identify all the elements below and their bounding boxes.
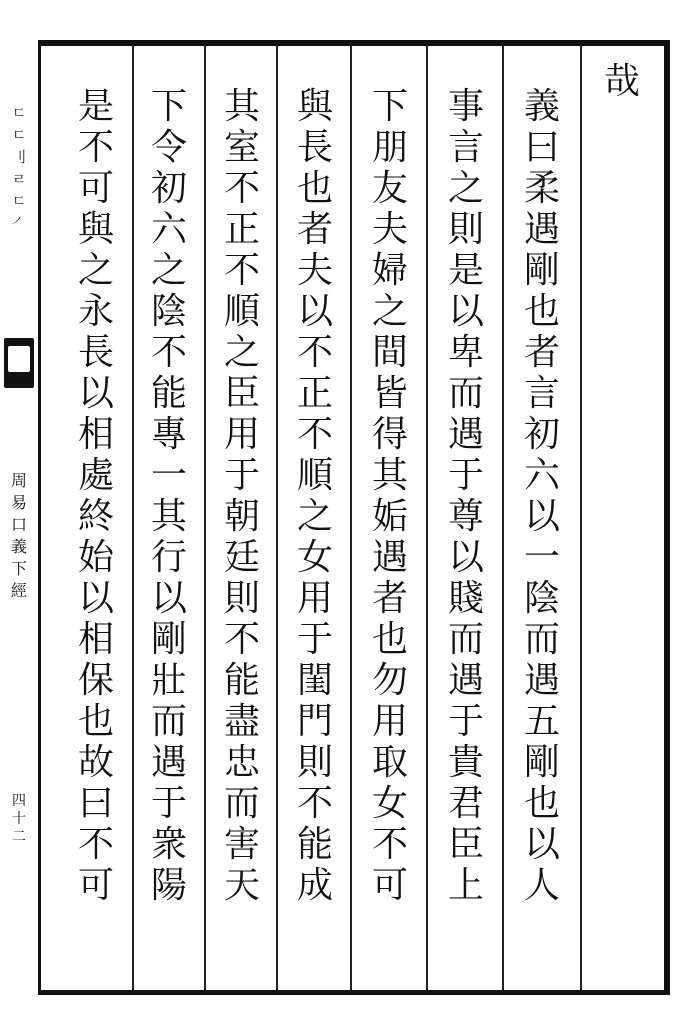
column-character: 夫 xyxy=(296,250,333,291)
column-character: 義 xyxy=(523,86,560,127)
column-character: 以 xyxy=(150,578,187,619)
column-character: 不 xyxy=(296,783,333,824)
column-character: 則 xyxy=(223,578,260,619)
column-character: 遇 xyxy=(523,660,560,701)
text-column xyxy=(360,86,420,906)
column-character: 可 xyxy=(371,865,408,906)
column-character: 不 xyxy=(296,414,333,455)
column-character: 剛 xyxy=(523,742,560,783)
column-character: 朝 xyxy=(223,496,260,537)
margin-character: 口 xyxy=(10,515,27,534)
column-character: 也 xyxy=(523,783,560,824)
column-character: 女 xyxy=(371,783,408,824)
column-character: 相 xyxy=(77,414,114,455)
column-character: 陽 xyxy=(150,865,187,906)
column-character: 專 xyxy=(150,414,187,455)
column-rule xyxy=(502,46,504,990)
column-character: 遇 xyxy=(371,537,408,578)
column-character: 則 xyxy=(296,742,333,783)
margin-character: 義 xyxy=(10,537,27,556)
column-character: 勿 xyxy=(371,660,408,701)
column-character: 正 xyxy=(296,373,333,414)
column-character: 之 xyxy=(223,332,260,373)
margin-character: 易 xyxy=(10,493,27,512)
column-character: 能 xyxy=(223,660,260,701)
column-character: 相 xyxy=(77,619,114,660)
column-character: 長 xyxy=(296,127,333,168)
text-column xyxy=(512,86,572,906)
column-character: 以 xyxy=(523,824,560,865)
column-character: 臣 xyxy=(223,373,260,414)
column-character: 行 xyxy=(150,537,187,578)
margin-character: ㄷ xyxy=(11,126,27,144)
folio-number xyxy=(6,792,32,846)
column-character: 婦 xyxy=(371,250,408,291)
column-character: 于 xyxy=(223,455,260,496)
column-character: 忠 xyxy=(223,742,260,783)
column-character: 賤 xyxy=(447,578,484,619)
column-character: 初 xyxy=(523,414,560,455)
column-character: 則 xyxy=(447,209,484,250)
frame-right-border xyxy=(664,40,670,995)
column-character: 不 xyxy=(371,824,408,865)
column-character: 與 xyxy=(77,209,114,250)
column-character: 朋 xyxy=(371,127,408,168)
column-character: 以 xyxy=(447,537,484,578)
column-character: 不 xyxy=(150,332,187,373)
column-character: 不 xyxy=(77,824,114,865)
column-character: 柔 xyxy=(523,168,560,209)
column-character: 盡 xyxy=(223,701,260,742)
text-column xyxy=(285,86,345,906)
column-character: 天 xyxy=(223,865,260,906)
text-column xyxy=(139,86,199,906)
column-character: 也 xyxy=(371,619,408,660)
column-character: 初 xyxy=(150,168,187,209)
column-character: 而 xyxy=(447,619,484,660)
margin-character: ㄷ xyxy=(11,192,27,210)
column-character: 與 xyxy=(296,86,333,127)
column-character: 剛 xyxy=(150,619,187,660)
column-character: 而 xyxy=(223,783,260,824)
column-character: 六 xyxy=(523,455,560,496)
margin-character: 四 xyxy=(12,793,26,809)
column-character: 而 xyxy=(150,701,187,742)
column-rule xyxy=(132,46,134,990)
column-character: 令 xyxy=(150,127,187,168)
column-character: 是 xyxy=(77,86,114,127)
column-character: 順 xyxy=(223,291,260,332)
column-character: 之 xyxy=(150,250,187,291)
margin-character: 下 xyxy=(10,559,27,578)
column-character: 閨 xyxy=(296,660,333,701)
margin-character: 周 xyxy=(10,471,27,490)
column-character: 其 xyxy=(223,86,260,127)
column-character: 遇 xyxy=(447,414,484,455)
column-character: 友 xyxy=(371,168,408,209)
column-character: 可 xyxy=(77,168,114,209)
column-character: 可 xyxy=(77,865,114,906)
column-character: 剛 xyxy=(523,250,560,291)
column-character: 是 xyxy=(447,250,484,291)
column-character: 而 xyxy=(447,373,484,414)
column-character: 陰 xyxy=(523,578,560,619)
column-character: 者 xyxy=(296,209,333,250)
column-character: 于 xyxy=(150,783,187,824)
column-character: 長 xyxy=(77,332,114,373)
column-character: 遇 xyxy=(523,209,560,250)
column-character: 六 xyxy=(150,209,187,250)
text-column xyxy=(66,86,126,906)
column-character: 之 xyxy=(447,168,484,209)
column-character: 能 xyxy=(296,824,333,865)
frame-left-border xyxy=(38,40,41,995)
column-character: 也 xyxy=(77,701,114,742)
column-character: 衆 xyxy=(150,824,187,865)
column-character: 間 xyxy=(371,332,408,373)
column-character: 曰 xyxy=(523,127,560,168)
column-character: 不 xyxy=(223,250,260,291)
column-character: 于 xyxy=(447,455,484,496)
column-character: 取 xyxy=(371,742,408,783)
column-character: 用 xyxy=(371,701,408,742)
column-character: 門 xyxy=(296,701,333,742)
column-character: 遇 xyxy=(447,660,484,701)
column-character: 言 xyxy=(523,373,560,414)
margin-character: ㄷ xyxy=(11,104,27,122)
page-margin xyxy=(0,40,38,995)
column-character: 一 xyxy=(150,455,187,496)
column-character: 于 xyxy=(447,701,484,742)
margin-character: 二 xyxy=(12,829,26,845)
corner-character: 哉 xyxy=(603,61,640,102)
column-character: 女 xyxy=(296,537,333,578)
column-character: 卑 xyxy=(447,332,484,373)
column-character: 人 xyxy=(523,865,560,906)
margin-character: 經 xyxy=(10,581,27,600)
column-character: 能 xyxy=(150,373,187,414)
text-column xyxy=(212,86,272,906)
column-character: 害 xyxy=(223,824,260,865)
column-character: 言 xyxy=(447,127,484,168)
fishtail-mark xyxy=(4,338,34,388)
frame-bottom-border xyxy=(38,990,670,995)
column-character: 以 xyxy=(77,373,114,414)
column-character: 者 xyxy=(523,332,560,373)
column-character: 終 xyxy=(77,496,114,537)
margin-top-text xyxy=(6,102,32,234)
margin-character: ㄹ xyxy=(11,170,27,188)
column-character: 曰 xyxy=(77,783,114,824)
column-character: 保 xyxy=(77,660,114,701)
column-character: 用 xyxy=(296,578,333,619)
column-character: 一 xyxy=(523,537,560,578)
column-character: 始 xyxy=(77,537,114,578)
column-character: 永 xyxy=(77,291,114,332)
column-character: 故 xyxy=(77,742,114,783)
column-character: 不 xyxy=(296,332,333,373)
column-character: 也 xyxy=(296,168,333,209)
column-character: 之 xyxy=(296,496,333,537)
column-character: 以 xyxy=(447,291,484,332)
column-character: 其 xyxy=(150,496,187,537)
column-rule xyxy=(426,46,428,990)
column-character: 成 xyxy=(296,865,333,906)
column-rule xyxy=(350,46,352,990)
column-character: 臣 xyxy=(447,824,484,865)
column-character: 上 xyxy=(447,865,484,906)
column-character: 以 xyxy=(523,496,560,537)
column-character: 姤 xyxy=(371,496,408,537)
column-character: 而 xyxy=(523,619,560,660)
column-character: 以 xyxy=(77,578,114,619)
column-character: 不 xyxy=(223,619,260,660)
column-character: 處 xyxy=(77,455,114,496)
column-character: 其 xyxy=(371,455,408,496)
column-rule xyxy=(580,46,582,990)
column-character: 之 xyxy=(77,250,114,291)
column-character: 者 xyxy=(371,578,408,619)
column-character: 遇 xyxy=(150,742,187,783)
column-character: 于 xyxy=(296,619,333,660)
column-character: 廷 xyxy=(223,537,260,578)
margin-character: 刂 xyxy=(11,148,27,166)
column-character: 夫 xyxy=(371,209,408,250)
column-character: 陰 xyxy=(150,291,187,332)
column-character: 以 xyxy=(296,291,333,332)
column-character: 之 xyxy=(371,291,408,332)
column-character: 五 xyxy=(523,701,560,742)
column-character: 室 xyxy=(223,127,260,168)
column-character: 貴 xyxy=(447,742,484,783)
column-character: 不 xyxy=(223,168,260,209)
column-character: 皆 xyxy=(371,373,408,414)
column-character: 事 xyxy=(447,86,484,127)
column-character: 得 xyxy=(371,414,408,455)
column-character: 正 xyxy=(223,209,260,250)
column-character: 不 xyxy=(77,127,114,168)
column-character: 尊 xyxy=(447,496,484,537)
margin-character: 十 xyxy=(12,811,26,827)
column-character: 也 xyxy=(523,291,560,332)
column-character: 用 xyxy=(223,414,260,455)
column-character: 順 xyxy=(296,455,333,496)
column-character: 下 xyxy=(150,86,187,127)
column-rule xyxy=(204,46,206,990)
column-character: 壯 xyxy=(150,660,187,701)
column-rule xyxy=(276,46,278,990)
margin-character: ㇒ xyxy=(11,214,27,232)
text-column xyxy=(436,86,496,906)
column-character: 下 xyxy=(371,86,408,127)
column-character: 君 xyxy=(447,783,484,824)
margin-book-title xyxy=(6,470,32,602)
